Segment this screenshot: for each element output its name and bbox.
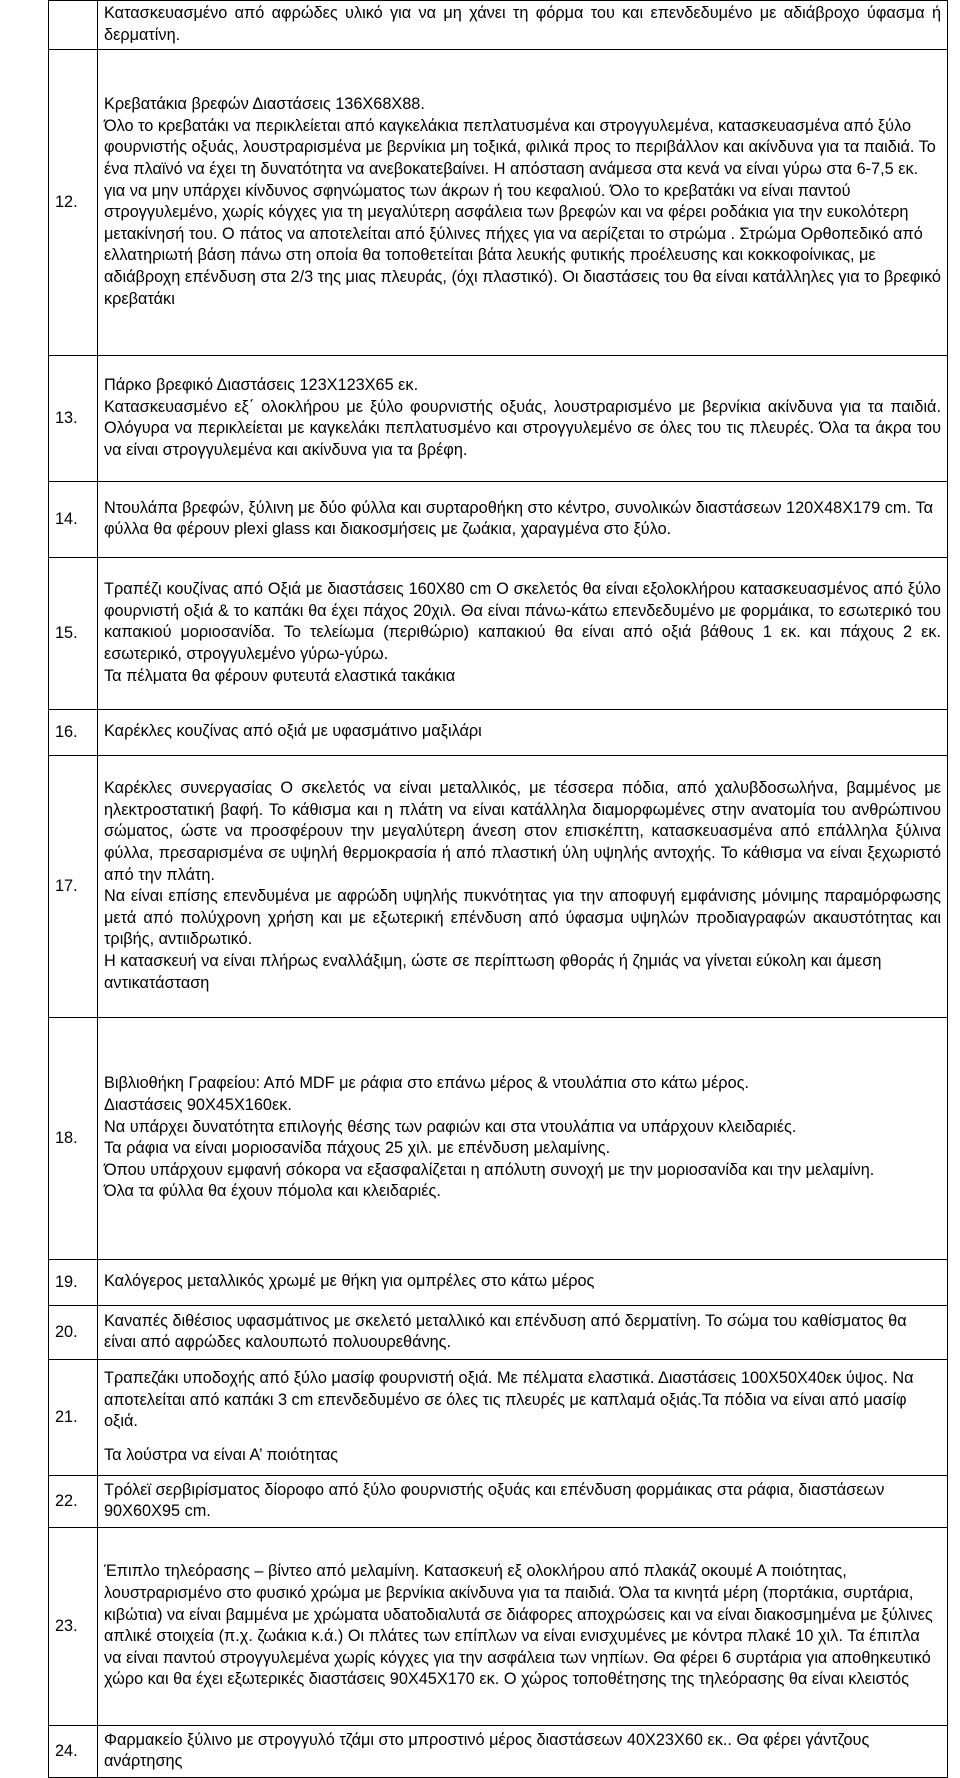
item-description: [98, 756, 948, 1018]
table-row: [49, 1528, 948, 1726]
item-description: [98, 1528, 948, 1726]
item-description: [98, 1726, 948, 1778]
description-paragraph: Φαρμακείο ξύλινο με στρογγυλό τζάμι στο μπροστινό μέρος διαστάσεων 40Χ23Χ60 εκ.. Θα φέρει γάντζους ανάρτησης: [104, 1730, 870, 1771]
description-paragraph: Τα λούστρα να είναι Α’ ποιότητας: [104, 1445, 339, 1464]
table-row: [49, 756, 948, 1018]
item-description: [98, 558, 948, 710]
description-paragraph: Πάρκο βρεφικό Διαστάσεις 123Χ123Χ65 εκ.: [104, 376, 419, 394]
description-paragraph: Να υπάρχει δυνατότητα επιλογής θέσης των ραφιών και στα ντουλάπια να υπάρχουν κλειδαριές.: [104, 1117, 797, 1136]
description-paragraph: Όπου υπάρχουν εμφανή σόκορα να εξασφαλίζεται η απόλυτη συνοχή με την μοριοσανίδα και την μελαμίνη.: [104, 1160, 875, 1179]
description-paragraph: Κατασκευασμένο από αφρώδες υλικό για να μη χάνει τη φόρμα του και επενδεδυμένο με αδιάβροχο ύφασμα ή δερματίνη.: [104, 4, 941, 44]
description-paragraph: Η κατασκευή να είναι πλήρως εναλλάξιμη, ώστε σε περίπτωση φθοράς ή ζημιάς να γίνεται εύκολη και άμεση αντικατάσταση: [104, 951, 882, 992]
table-row: [49, 356, 948, 482]
description-paragraph: Καλόγερος μεταλλικός χρωμέ με θήκη για ομπρέλες στο κάτω μέρος: [104, 1272, 595, 1291]
item-description: [98, 1306, 948, 1360]
item-number: 24.: [49, 1726, 98, 1778]
item-number: 14.: [49, 482, 98, 558]
item-description: [98, 482, 948, 558]
item-number: 23.: [49, 1528, 98, 1726]
item-description: [98, 710, 948, 756]
description-paragraph: Διαστάσεις 90Χ45Χ160εκ.: [104, 1096, 292, 1114]
item-number: 18.: [49, 1018, 98, 1260]
item-description: [98, 1, 948, 50]
table-row: [49, 1360, 948, 1476]
item-number: 13.: [49, 356, 98, 482]
item-description: [98, 1476, 948, 1528]
table-row: [49, 1726, 948, 1778]
specifications-table: [48, 0, 948, 1778]
description-paragraph: Κρεβατάκια βρεφών Διαστάσεις 136Χ68Χ88.: [104, 95, 425, 114]
description-paragraph: Τραπέζι κουζίνας από Οξιά με διαστάσεις 160Χ80 cm Ο σκελετός θα είναι εξολοκλήρου κατασκευασμένος από ξύλο φουρνιστή οξιά & το καπάκι θα έχει πάχος 20χιλ. Θα είναι πάνω-κάτω επενδεδυμένο με φορμάικα, το εσωτερικό του καπακιού μοριοσανίδα. Το τελείωμα (περιθώριο) καπακιού θα είναι από οξιά βάθους 1 εκ. και πάχους 2 εκ. εσωτερικό, στρογγυλεμένο γύρω-γύρω.: [104, 580, 941, 663]
description-paragraph: Κατασκευασμένο εξ΄ ολοκλήρου με ξύλο φουρνιστής οξυάς, λουστραρισμένο με βερνίκια ακίνδυνα για τα παιδιά. Ολόγυρα να περικλείεται με καγκελάκι πεπλατυσμένο και στρογγυλεμένο σε όλες του τις πλευρές. Όλα τα άκρα του να είναι στρογγυλεμένα και ακίνδυνα για τα βρέφη.: [104, 397, 941, 459]
table-row: [49, 50, 948, 356]
table-row: [49, 1018, 948, 1260]
item-number: 22.: [49, 1476, 98, 1528]
description-paragraph: Ντουλάπα βρεφών, ξύλινη με δύο φύλλα και συρταροθήκη στο κέντρο, συνολικών διαστάσεων 120Χ48Χ179 cm. Τα φύλλα θα φέρουν plexi glass και διακοσμήσεις με ζωάκια, χαραγμένα στο ξύλο.: [104, 498, 934, 539]
description-paragraph: Καναπές διθέσιος υφασμάτινος με σκελετό μεταλλικό και επένδυση από δερματίνη. Το σώμα του καθίσματος θα είναι από αφρώδες καλουπωτό πολυουρεθάνης.: [104, 1311, 907, 1352]
description-paragraph: Τραπεζάκι υποδοχής από ξύλο μασίφ φουρνιστή οξιά. Με πέλματα ελαστικά. Διαστάσεις 100Χ50Χ40εκ ύψος. Να αποτελείται από καπάκι 3 cm επενδεδυμένο σε όλες τις πλευρές με καπλαμά οξιάς.Τα πόδια να είναι από μασίφ οξιά.: [104, 1369, 914, 1431]
description-paragraph: Καρέκλες κουζίνας από οξιά με υφασμάτινο μαξιλάρι: [104, 722, 482, 741]
table-body: [49, 1, 948, 1778]
item-number: 21.: [49, 1360, 98, 1476]
description-paragraph: Όλα τα φύλλα θα έχουν πόμολα και κλειδαριές.: [104, 1182, 441, 1201]
table-row: [49, 1, 948, 50]
item-number: 16.: [49, 710, 98, 756]
table-row: [49, 482, 948, 558]
table-row: [49, 558, 948, 710]
description-paragraph: Έπιπλο τηλεόρασης – βίντεο από μελαμίνη. Κατασκευή εξ ολοκλήρου από πλακάζ οκουμέ Α ποιότητας, λουστραρισμένο στο φυσικό χρώμα με βερνίκια ακίνδυνα για τα παιδιά. Όλα τα κινητά μέρη (πορτάκια, συρτάρια, κιβώτια) να είναι βαμμένα με χρώματα υδατοδιαλυτά σε διάφορες αποχρώσεις και να είναι διακοσμημένα με ξύλινες απλικέ στοιχεία (π.χ. ζωάκια κ.ά.) Οι πλάτες των επίπλων να είναι ενισχυμένες με κόντρα πλακέ 10 χιλ. Τα έπιπλα να είναι παντού στρογγυλεμένα χωρίς κόγχες για την ασφάλεια των νηπίων. Θα φέρει 6 συρτάρια για αποθηκευτικό χώρο και θα έχει εξωτερικές διαστάσεις 90Χ45Χ170 εκ. Ο χώρος τοποθέτησης της τηλεόρασης θα είναι κλειστός: [104, 1562, 933, 1689]
item-number: 19.: [49, 1260, 98, 1306]
item-number: 17.: [49, 756, 98, 1018]
item-number: 15.: [49, 558, 98, 710]
description-paragraph: Τα πέλματα θα φέρουν φυτευτά ελαστικά τακάκια: [104, 666, 456, 685]
table-row: [49, 1476, 948, 1528]
description-paragraph: Τα ράφια να είναι μοριοσανίδα πάχους 25 χιλ. με επένδυση μελαμίνης.: [104, 1139, 611, 1158]
table-row: [49, 710, 948, 756]
item-number: 12.: [49, 50, 98, 356]
item-description: [98, 1018, 948, 1260]
table-row: [49, 1260, 948, 1306]
description-paragraph: Να είναι επίσης επενδυμένα με αφρώδη υψηλής πυκνότητας για την αποφυγή εμφάνισης μόνιμης παραμόρφωσης μετά από πολύχρονη χρήση και με εξωτερική επένδυση από ύφασμα υψηλών προδιαγραφών ακαυστότητας και τριβής, αντιιδρωτικό.: [104, 887, 941, 949]
item-description: [98, 1260, 948, 1306]
item-description: [98, 1360, 948, 1476]
description-paragraph: Όλο το κρεβατάκι να περικλείεται από καγκελάκια πεπλατυσμένα και στρογγυλεμένα, κατασκευασμένα από ξύλο φουρνιστής οξυάς, λουστραρισμένα με βερνίκια μη τοξικά, φιλικά προς το περιβάλλον και ακίνδυνα για τα παιδιά. Το ένα πλαϊνό να έχει τη δυνατότητα να ανεβοκατεβαίνει. Η απόσταση ανάμεσα στα κενά να είναι γύρω στα 6-7,5 εκ. για να μην υπάρχει κίνδυνος σφηνώματος των άκρων ή του κεφαλιού. Όλο το κρεβατάκι να είναι παντού στρογγυλεμένο, χωρίς κόγχες για τη μεγαλύτερη ασφάλεια των βρεφών και να φέρει ροδάκια για την ευκολότερη μετακίνησή του. Ο πάτος να αποτελείται από ξύλινες πήχες για να αερίζεται το στρώμα . Στρώμα Ορθοπεδικό από ελλατηριωτή βάση πάνω στη οποία θα τοποθετείται βάτα λευκής φυτικής προέλευσης και κοκκοφοίνικας, με αδιάβροχη επένδυση στα 2/3 της μιας πλευράς, (όχι πλαστικό). Οι διαστάσεις του θα είναι κατάλληλες για το βρεφικό κρεβατάκι: [104, 116, 941, 308]
table-row: [49, 1306, 948, 1360]
description-paragraph: Βιβλιοθήκη Γραφείου: Από MDF με ράφια στο επάνω μέρος & ντουλάπια στο κάτω μέρος.: [104, 1074, 749, 1093]
item-number: [49, 1, 98, 50]
item-number: 20.: [49, 1306, 98, 1360]
description-paragraph: Τρόλεϊ σερβιρίσματος δίοροφο από ξύλο φουρνιστής οξυάς και επένδυση φορμάικας στα ράφια, διαστάσεων 90Χ60Χ95 cm.: [104, 1480, 885, 1521]
item-description: [98, 50, 948, 356]
item-description: [98, 356, 948, 482]
description-paragraph: Καρέκλες συνεργασίας Ο σκελετός να είναι μεταλλικός, με τέσσερα πόδια, από χαλυβδοσωλήνα, βαμμένος με ηλεκτροστατική βαφή. Το κάθισμα και η πλάτη να είναι κατάλληλα διαμορφωμένες στην ανατομία του ανθρώπινου σώματος, ώστε να προσφέρουν την μεγαλύτερη άνεση στον επισκέπτη, κατασκευασμένα από επάλληλα ξύλινα φύλλα, πρεσαρισμένα σε υψηλή θερμοκρασία ή από πλαστική ύλη υψηλής αντοχής. Το κάθισμα να είναι ξεχωριστό από την πλάτη.: [104, 779, 941, 884]
